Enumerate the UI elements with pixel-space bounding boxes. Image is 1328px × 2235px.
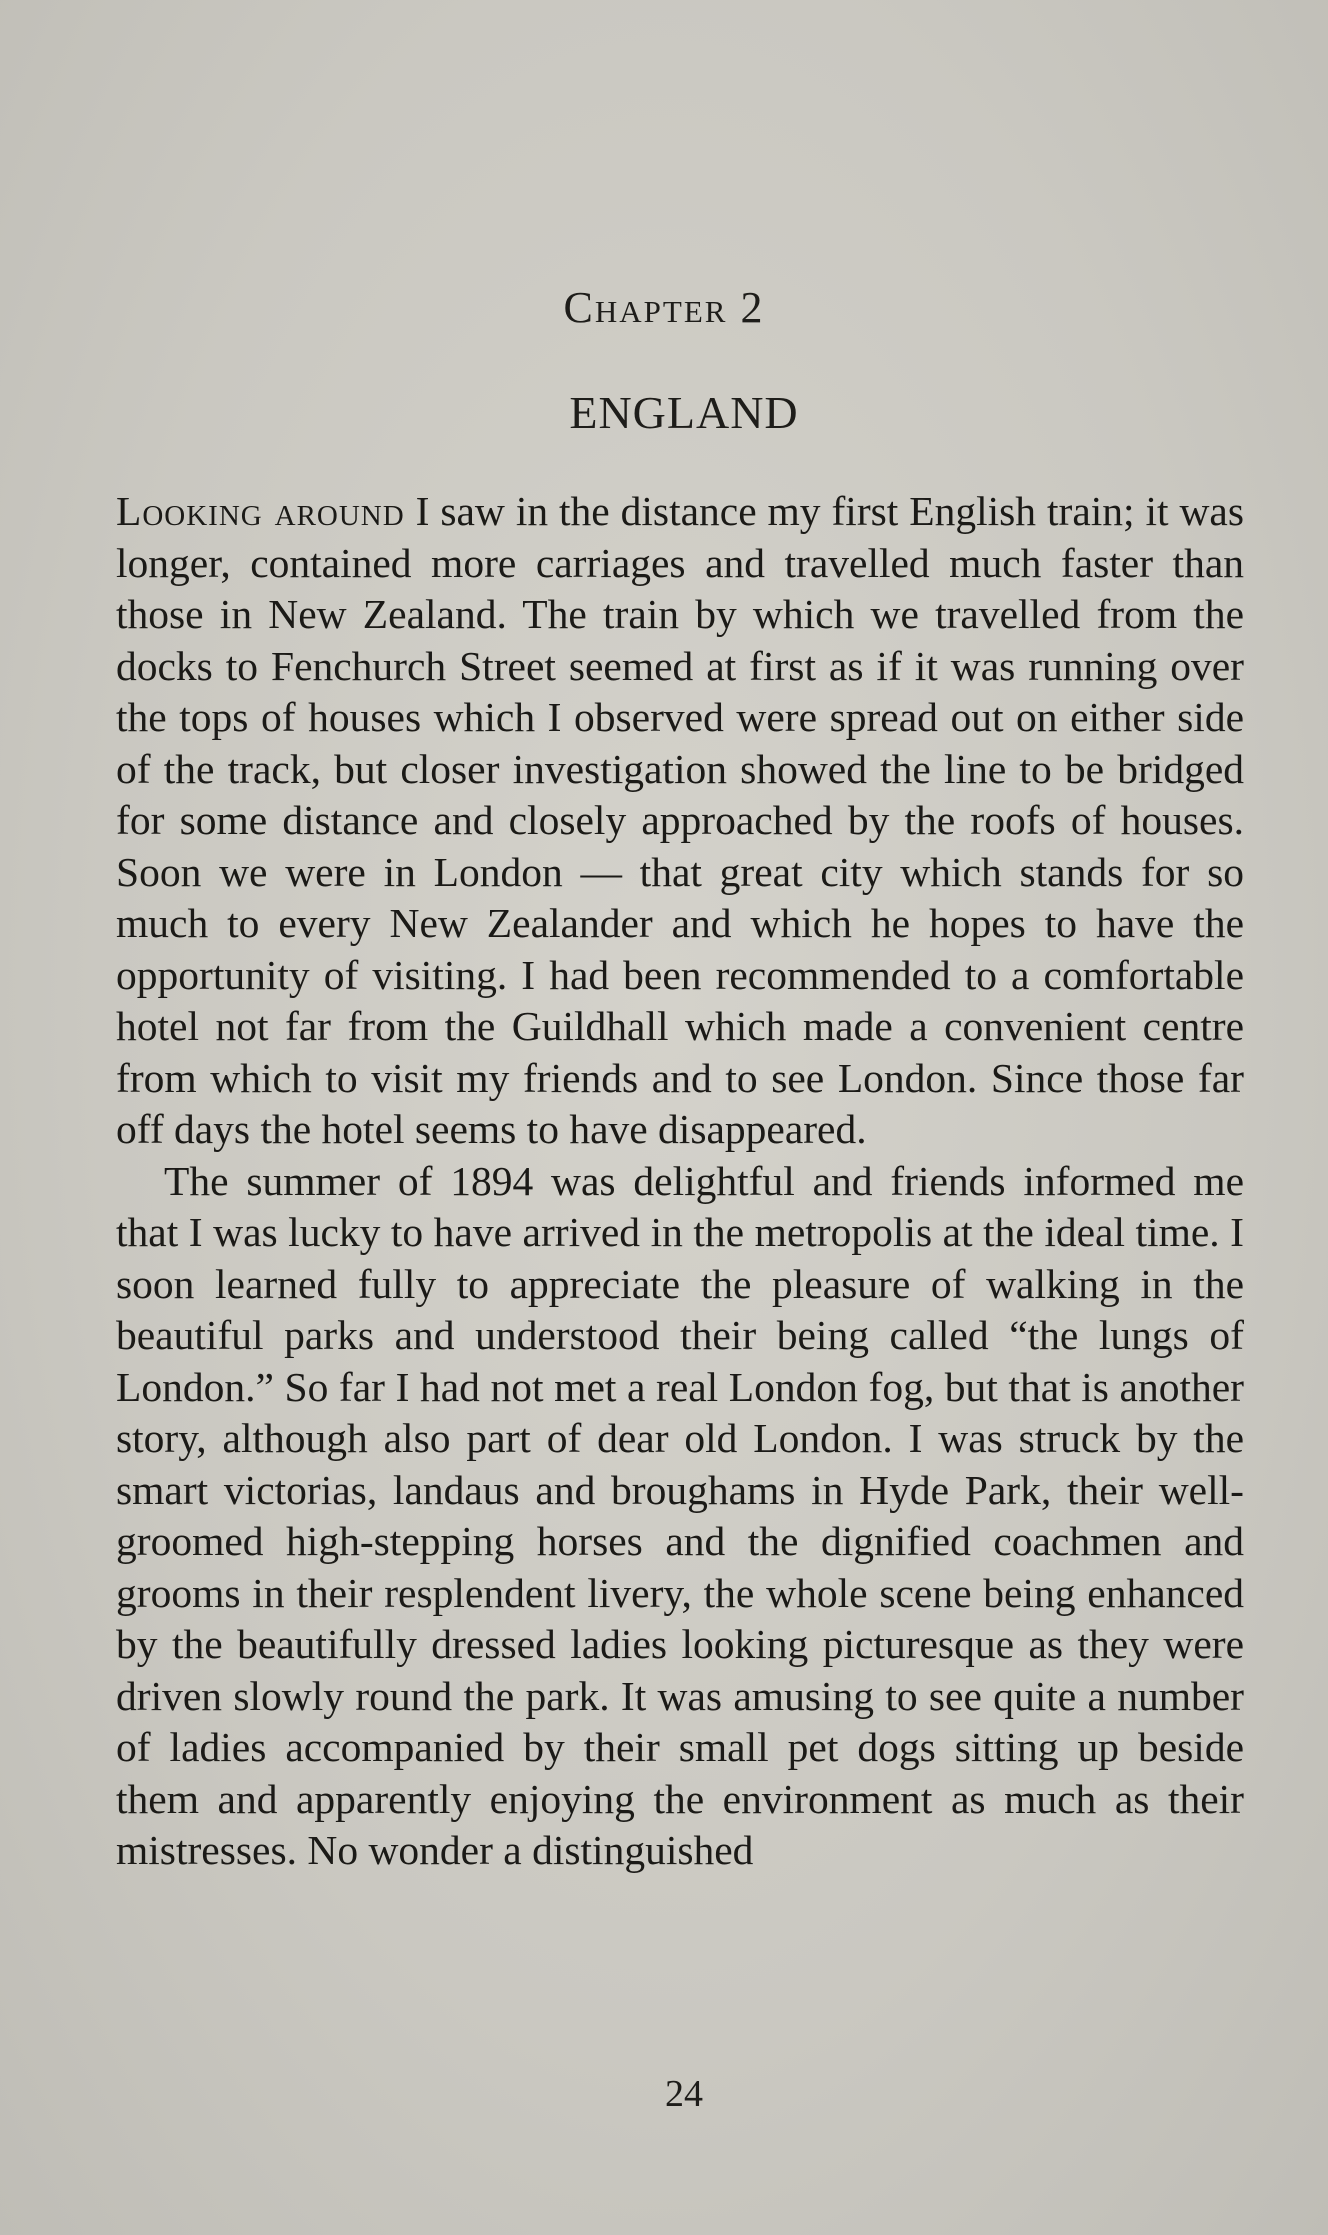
paragraph-text: I saw in the distance my first English train; it was longer, contained more carriages and travelled much faster than those in New Zealand. The train by which we travelled from the docks to Fenchurch Street seemed at first as if it was running over the tops of houses which I observed were spread out on either side of the track, but closer investigation showed the line to be bridged for some distance and closely approached by the roofs of houses. Soon we were in London — that great city which stands for so much to every New Zealander and which he hopes to have the opportunity of visiting. I had been recommended to a comfortable hotel not far from the Guildhall which made a convenient centre from which to visit my friends and to see London. Since those far off days the hotel seems to have disappeared. (116, 488, 1244, 1152)
paragraph (116, 486, 1244, 1156)
paragraph-lead-in: Looking around (116, 488, 405, 534)
chapter-label: Chapter 2 (563, 283, 765, 332)
chapter-title: ENGLAND (569, 387, 799, 438)
body-text (116, 486, 1244, 1877)
paragraph-text: The summer of 1894 was delightful and friends informed me that I was lucky to have arrived in the metropolis at the ideal time. I soon learned fully to appreciate the pleasure of walking in the beautiful parks and understood their being called “the lungs of London.” So far I had not met a real London fog, but that is another story, although also part of dear old London. I was struck by the smart victorias, landaus and broughams in Hyde Park, their well-groomed high-stepping horses and the dignified coachmen and grooms in their resplendent livery, the whole scene being enhanced by the beautifully dressed ladies looking picturesque as they were driven slowly round the park. It was amusing to see quite a number of ladies accompanied by their small pet dogs sitting up beside them and apparently enjoying the environment as much as their mistresses. No wonder a distinguished (116, 1157, 1244, 1873)
paragraph (116, 1156, 1244, 1877)
page-number: 24 (665, 2073, 703, 2115)
